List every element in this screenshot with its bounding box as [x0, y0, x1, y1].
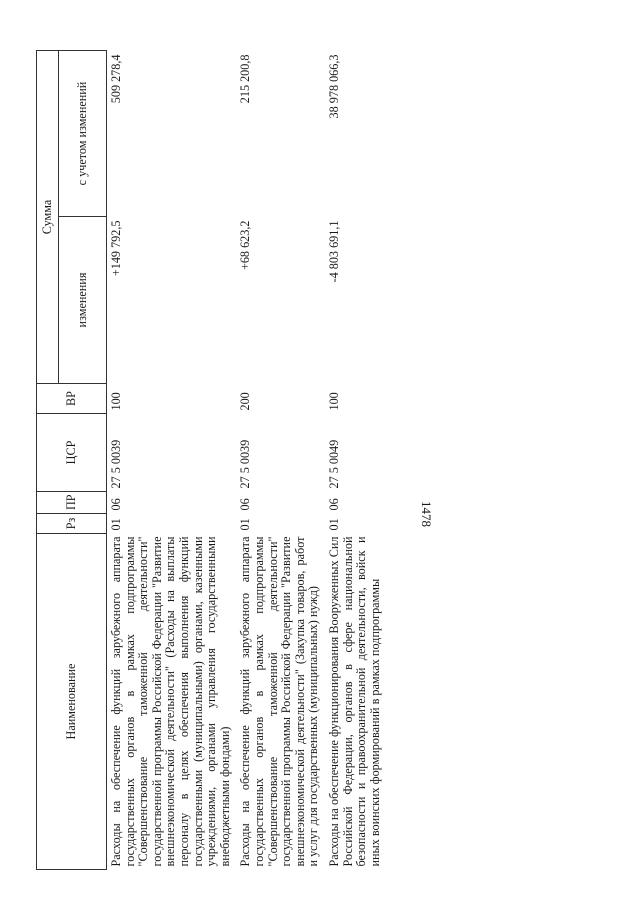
- row-name: Расходы на обеспечение функционирования Вооруженных Сил Российской Федерации, органов в сфере национальной безопасности и правоохранительной деятельности, войск и иных воинских формирований в рамках подпрограммы: [326, 536, 382, 867]
- header-name: Наименование: [37, 534, 107, 870]
- table-row: [236, 50, 325, 869]
- row-pr: 06: [109, 498, 123, 511]
- row-pr: 06: [326, 498, 341, 511]
- rotated-table-sheet: [36, 50, 601, 870]
- table-row: [325, 50, 382, 869]
- row-change: +149 792,5: [109, 220, 123, 277]
- row-csr: 27 5 0039: [238, 439, 253, 489]
- row-total: 509 278,4: [109, 54, 123, 104]
- row-csr: 27 5 0039: [109, 439, 123, 489]
- header-sum: Сумма: [37, 50, 59, 383]
- row-name: Расходы на обеспечение функций зарубежного аппарата государственных органов в рамках подпрограммы "Совершенствование таможенной деятельности" государственной программы Российской Федерации "Развитие внешнеэкономической деятельности" (Закупка товаров, работ и услуг для государственных (муниципальных) нужд): [238, 536, 321, 867]
- page-number: 1478: [419, 501, 434, 527]
- header-rz: Рз: [37, 514, 107, 534]
- row-rz: 01: [238, 518, 253, 531]
- table-row: [107, 50, 237, 869]
- budget-table: [36, 50, 382, 870]
- row-csr: 27 5 0049: [326, 439, 341, 489]
- header-csr: ЦСР: [37, 414, 107, 492]
- row-rz: 01: [326, 518, 341, 531]
- header-total: с учетом изменений: [59, 50, 107, 216]
- row-pr: 06: [238, 498, 253, 511]
- row-name: Расходы на обеспечение функций зарубежного аппарата государственных органов в рамках подпрограммы "Совершенствование таможенной деятельности" государственной программы Российской Федерации "Развитие внешнеэкономической деятельности" (Расходы на выплаты персоналу в целях обеспечения выполнения функций государственными (муниципальными) органами, казенными учреждениями, органами управления государственными внебюджетными фондами): [109, 536, 232, 867]
- row-rz: 01: [109, 518, 123, 531]
- row-change: -4 803 691,1: [326, 220, 341, 283]
- row-total: 38 978 066,3: [326, 54, 341, 119]
- row-change: +68 623,2: [238, 220, 253, 271]
- row-vr: 100: [109, 392, 123, 411]
- header-vr: ВР: [37, 384, 107, 414]
- row-vr: 100: [326, 392, 341, 411]
- header-pr: ПР: [37, 492, 107, 514]
- header-change: изменения: [59, 217, 107, 384]
- row-total: 215 200,8: [238, 54, 253, 104]
- row-vr: 200: [238, 392, 253, 411]
